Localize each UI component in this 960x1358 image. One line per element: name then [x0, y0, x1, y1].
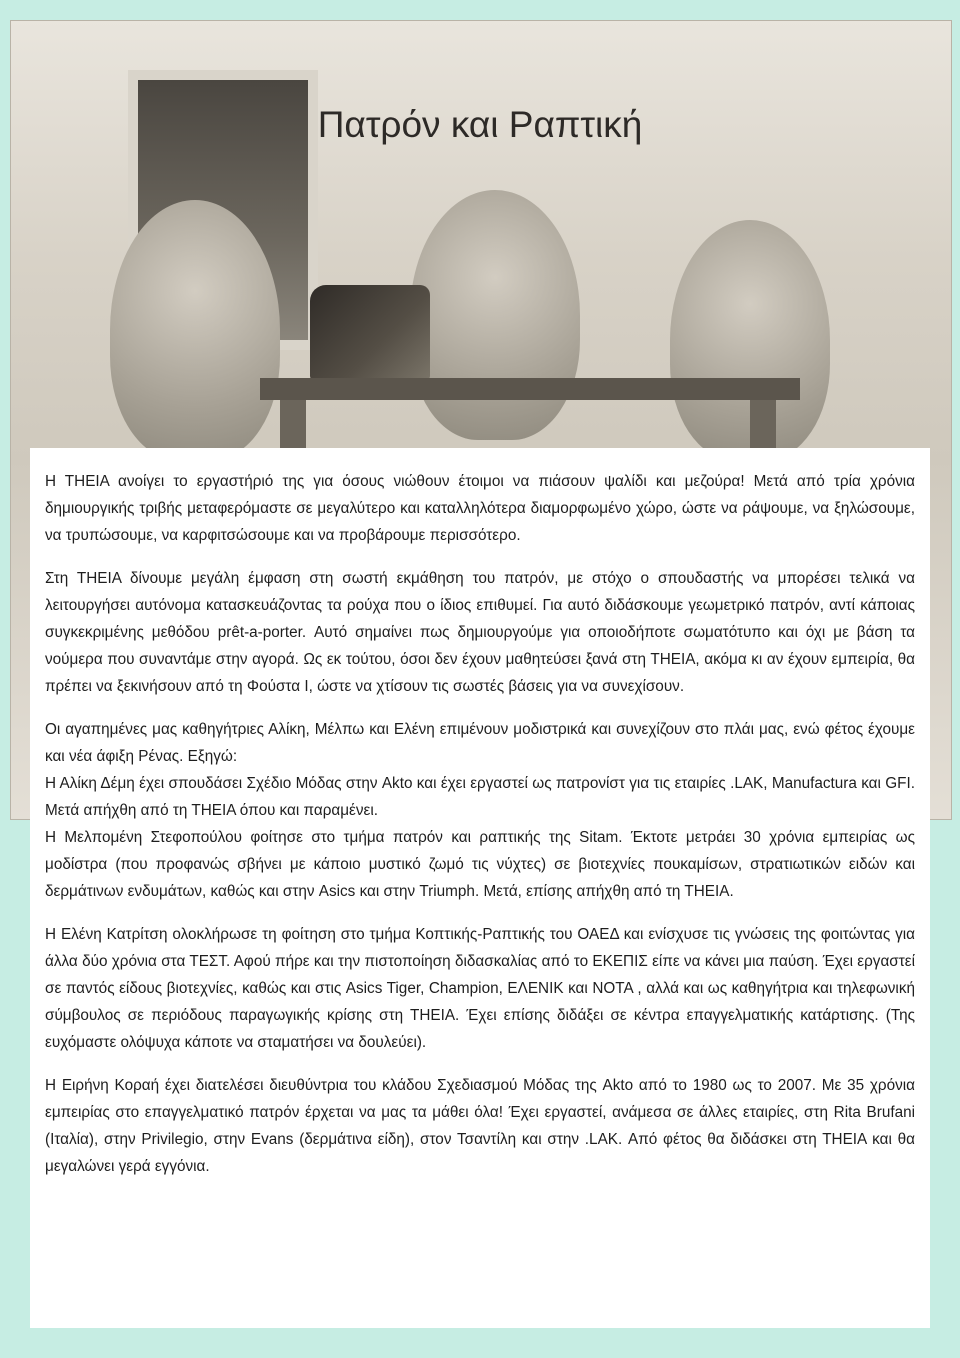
woman-left	[110, 200, 280, 460]
teachers-intro: Οι αγαπημένες μας καθηγήτριες Αλίκη, Μέλπω και Ελένη επιμένουν μοδιστρικά και συνεχίζουν στο πλάι μας, ενώ φέτος έχουμε και νέα άφιξη Ρένας. Εξηγώ:	[45, 721, 915, 765]
intro-paragraph: Η ΤΗΕΙΑ ανοίγει το εργαστήριό της για όσους νιώθουν έτοιμοι να πιάσουν ψαλίδι και μεζούρα! Μετά από τρία χρόνια δημιουργικής τριβής μεταφερόμαστε σε μεγαλύτερο και καταλληλότερα διαμορφωμένο χώρο, ώστε να ράψουμε, να ξηλώσουμε, να τρυπώσουμε, να καρφιτσώσουμε και να προβάρουμε περισσότερο.	[45, 473, 915, 544]
teachers-section	[45, 716, 915, 905]
page-title: Πατρόν και Ραπτική	[317, 104, 643, 145]
teacher-eleni: Η Ελένη Κατρίτση ολοκλήρωσε τη φοίτηση στο τμήμα Κοπτικής-Ραπτικής του ΟΑΕΔ και ενίσχυσε τις γνώσεις της φοιτώντας για άλλα δύο χρόνια στα ΤΕΣΤ. Αφού πήρε και την πιστοποίηση διδασκαλίας από το ΕΚΕΠΙΣ είπε να κάνει μια παύση. Έχει εργαστεί σε παντός είδους βιοτεχνίες, καθώς και στις Asics Tiger, Champion, ΕΛΕΝΙΚ και ΝΟΤΑ , αλλά και ως καθηγήτρια και τηλεφωνική σύμβουλος σε περιόδους παραγωγικής κρίσης στη ΤΗΕΙΑ. Έχει επίσης διδάξει σε κέντρα επαγγελματικής κατάρτισης. (Της ευχόμαστε ολόψυχα κάποτε να σταματήσει να δουλεύει).	[45, 926, 915, 1051]
sewing-machine	[310, 285, 430, 380]
sewing-table	[260, 378, 800, 400]
teacher-melpomeni: Η Μελπομένη Στεφοπούλου φοίτησε στο τμήμα πατρόν και ραπτικής της Sitam. Έκτοτε μετράει 30 χρόνια εμπειρίας ως μοδίστρα (που προφανώς σβήνει με κάποιο μυστικό ζωμό τις νύχτες) σε βιοτεχνίες πουκαμίσων, στρατιωτικών ειδών και δερμάτινων ενδυμάτων, καθώς και στην Asics και στην Triumph. Μετά, επίσης απήχθη από τη ΤΗΕΙΑ.	[45, 829, 915, 900]
method-paragraph: Στη ΤΗΕΙΑ δίνουμε μεγάλη έμφαση στη σωστή εκμάθηση του πατρόν, με στόχο ο σπουδαστής να μπορέσει τελικά να λειτουργήσει αυτόνομα κατασκευάζοντας τα ρούχα που ο ίδιος επιθυμεί. Για αυτό διδάσκουμε γεωμετρικό πατρόν, αντί κάποιας συγκεκριμένης μεθόδου prêt-a-porter. Αυτό σημαίνει πως δημιουργούμε για οποιοδήποτε σωματότυπο και όχι με βάση τα νούμερα που συναντάμε στην αγορά. Ως εκ τούτου, όσοι δεν έχουν μαθητεύσει ξανά στη ΤΗΕΙΑ, ακόμα κι αν έχουν εμπειρία, θα πρέπει να ξεκινήσουν από τη Φούστα Ι, ώστε να χτίσουν τις σωστές βάσεις για να συνεχίσουν.	[45, 570, 915, 695]
teacher-eirini: Η Ειρήνη Κοραή έχει διατελέσει διευθύντρια του κλάδου Σχεδιασμού Μόδας της Akto από το 1980 ως το 2007. Με 35 χρόνια εμπειρίας στο επαγγελματικό πατρόν έρχεται να μας τα μάθει όλα! Έχει εργαστεί, ανάμεσα σε άλλες εταιρίες, στη Rita Brufani (Ιταλία), στην Privilegio, στην Evans (δερμάτινα είδη), στον Τσαντίλη και στην .LAK. Από φέτος θα διδάσκει στη ΤΗΕΙΑ και θα μεγαλώνει γερά εγγόνια.	[45, 1077, 915, 1175]
article-body	[45, 468, 915, 1196]
woman-center	[410, 190, 580, 440]
teacher-aliki: Η Αλίκη Δέμη έχει σπουδάσει Σχέδιο Μόδας στην Akto και έχει εργαστεί ως πατρονίστ για τις εταιρίες .LAK, Manufactura και GFI. Μετά απήχθη από τη ΤΗΕΙΑ όπου και παραμένει.	[45, 775, 915, 819]
